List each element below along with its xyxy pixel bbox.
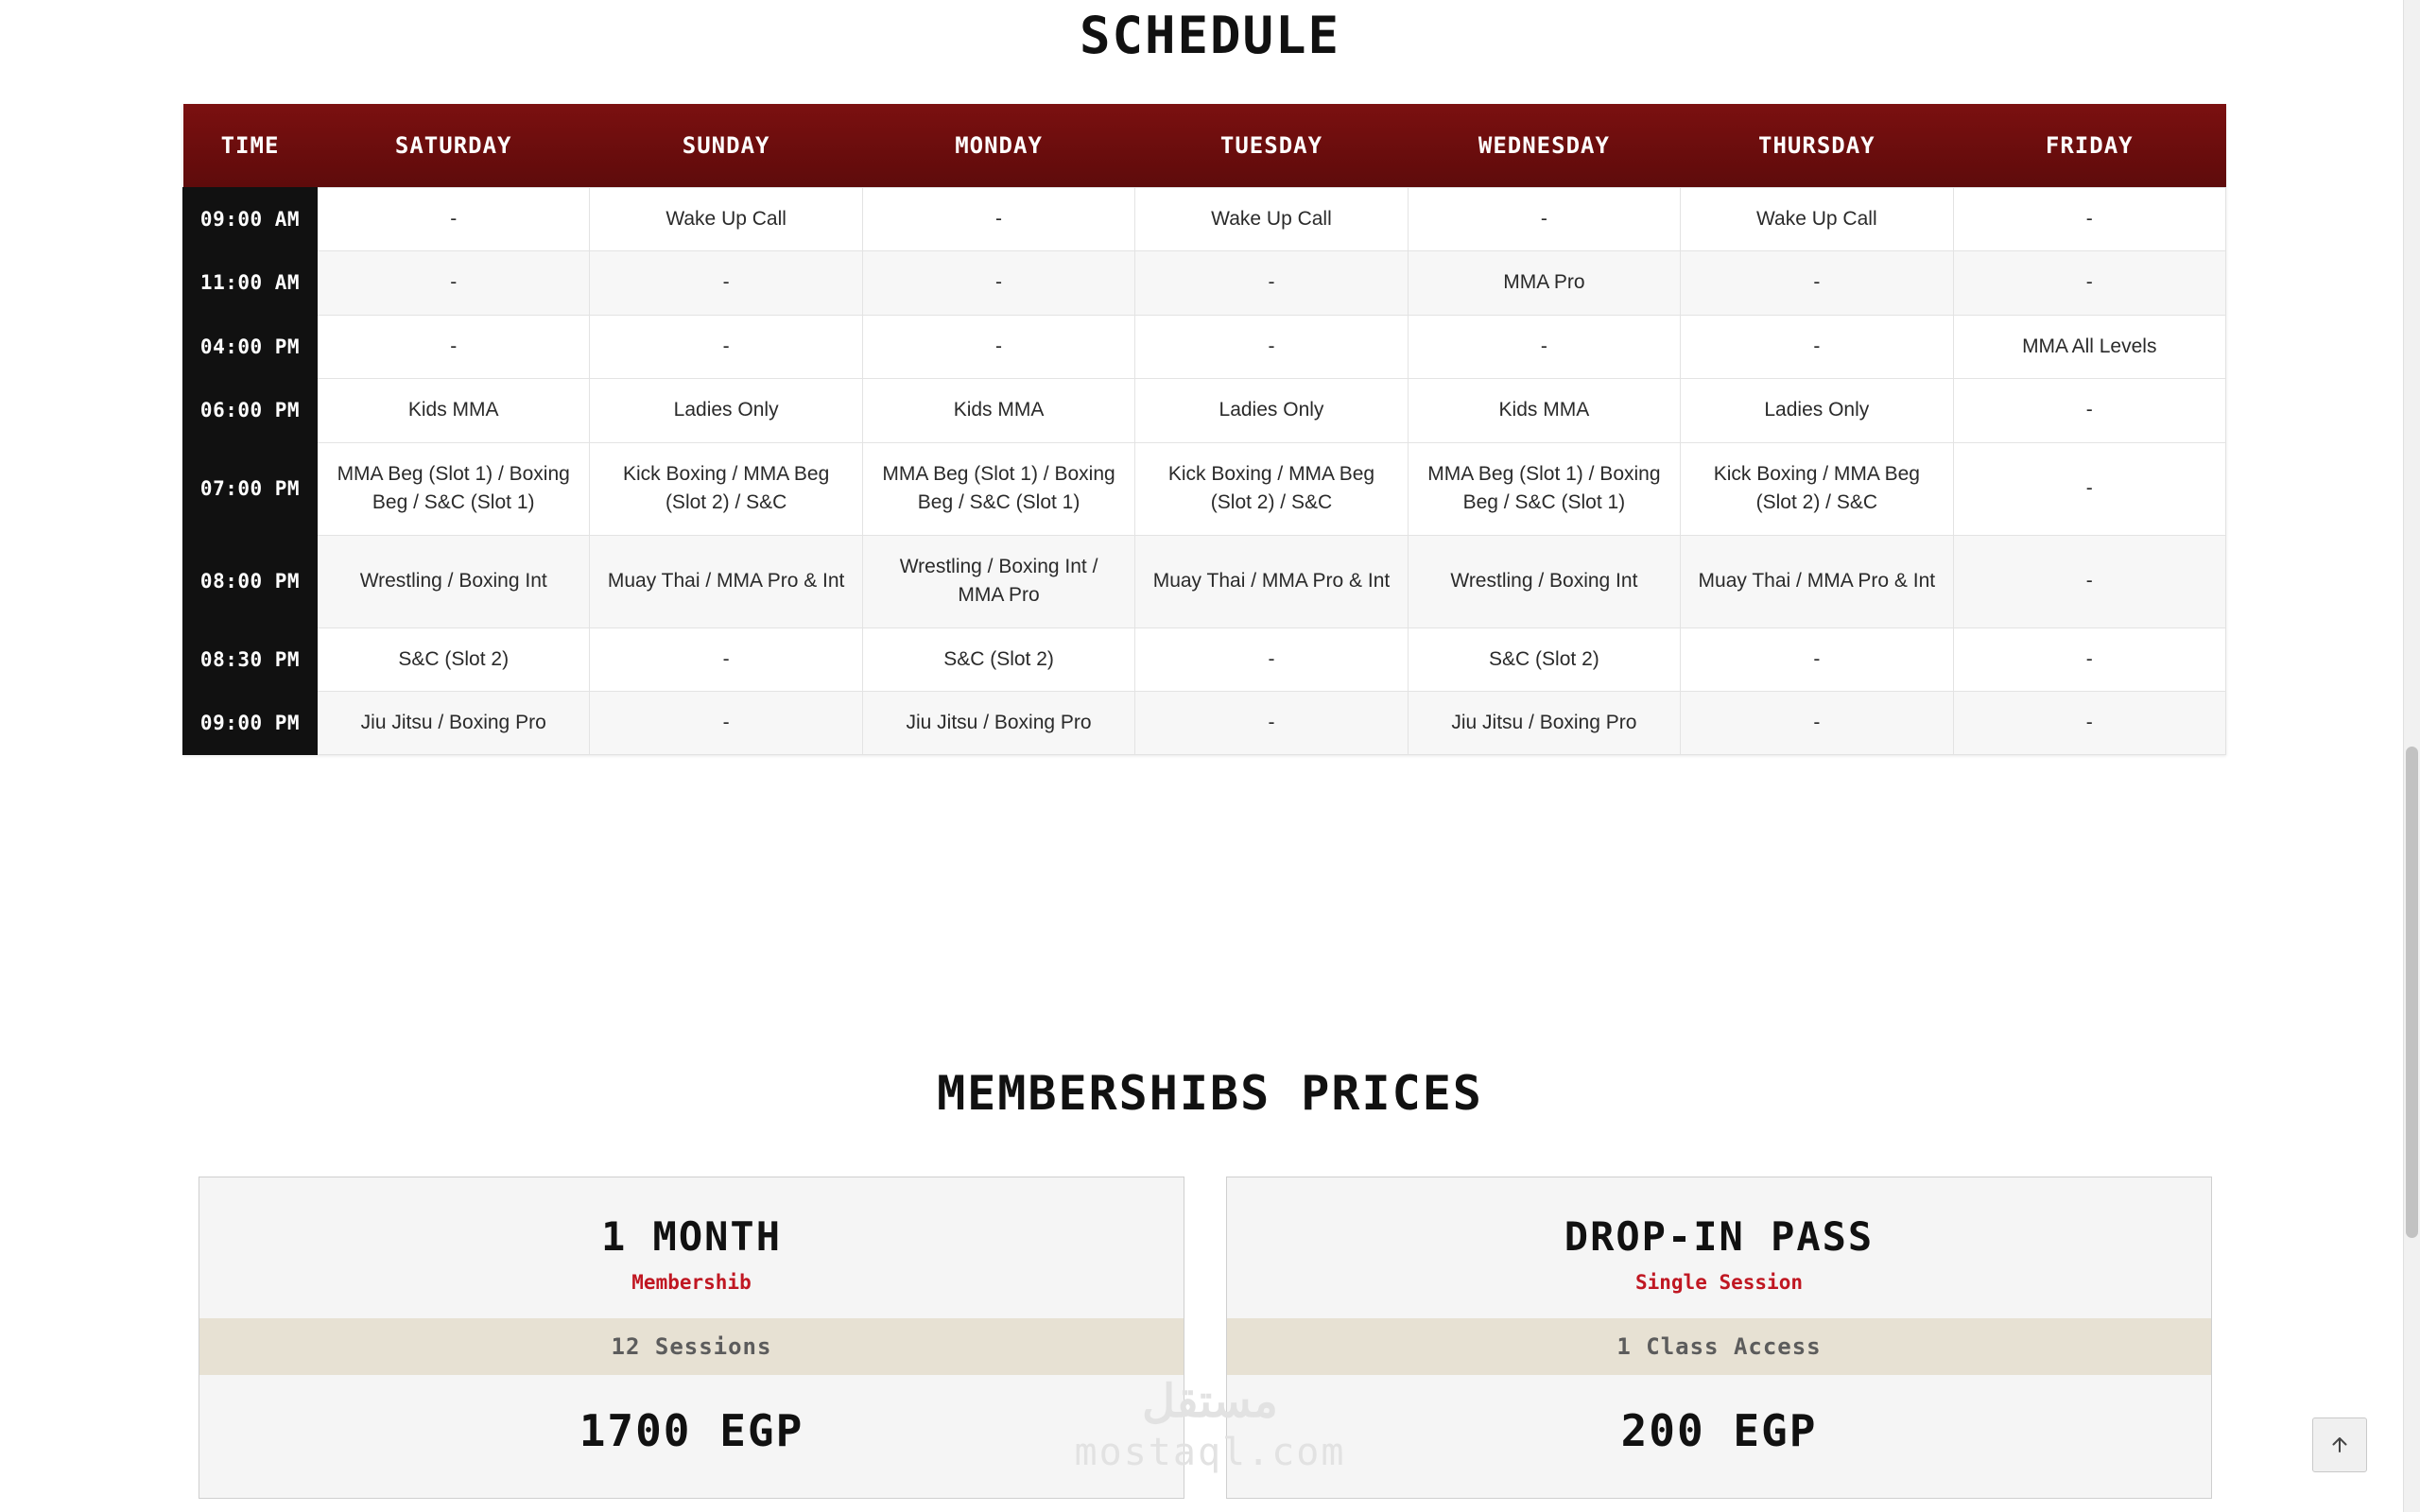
- schedule-cell: S&C (Slot 2): [862, 627, 1134, 691]
- table-row: [183, 379, 2226, 442]
- table-row: [183, 691, 2226, 754]
- row-time-label: 08:00 PM: [183, 535, 318, 627]
- card-price: 200 EGP: [1620, 1405, 1818, 1456]
- schedule-cell: Kick Boxing / MMA Beg (Slot 2) / S&C: [1681, 442, 1953, 535]
- schedule-table-head: [183, 104, 2226, 188]
- schedule-cell: Kids MMA: [862, 379, 1134, 442]
- schedule-cell: Wrestling / Boxing Int: [1408, 535, 1680, 627]
- card-sessions-band: 1 Class Access: [1227, 1318, 2211, 1375]
- schedule-cell: -: [318, 315, 590, 378]
- scrollbar-thumb[interactable]: [2406, 747, 2418, 1238]
- schedule-cell: Kick Boxing / MMA Beg (Slot 2) / S&C: [590, 442, 862, 535]
- column-header-thursday: THURSDAY: [1681, 104, 1953, 188]
- schedule-cell: -: [1408, 315, 1680, 378]
- schedule-cell: Ladies Only: [1681, 379, 1953, 442]
- card-header: [199, 1177, 1184, 1318]
- schedule-header-row: [183, 104, 2226, 188]
- schedule-cell: -: [862, 251, 1134, 315]
- column-header-time: TIME: [183, 104, 318, 188]
- schedule-table: [182, 104, 2226, 755]
- schedule-cell: MMA Beg (Slot 1) / Boxing Beg / S&C (Slot 1): [1408, 442, 1680, 535]
- schedule-cell: -: [862, 315, 1134, 378]
- row-time-label: 04:00 PM: [183, 315, 318, 378]
- membership-card-drop-in-pass[interactable]: [1226, 1177, 2212, 1499]
- watermark-latin-text: mostaql.com: [1074, 1431, 1346, 1474]
- schedule-cell: -: [1681, 315, 1953, 378]
- schedule-cell: Muay Thai / MMA Pro & Int: [1135, 535, 1408, 627]
- schedule-cell: -: [318, 188, 590, 251]
- schedule-cell: Muay Thai / MMA Pro & Int: [590, 535, 862, 627]
- card-title: 1 MONTH: [600, 1213, 782, 1260]
- schedule-cell: -: [1135, 315, 1408, 378]
- schedule-cell: -: [318, 251, 590, 315]
- membership-card-1-month[interactable]: [199, 1177, 1184, 1499]
- column-header-tuesday: TUESDAY: [1135, 104, 1408, 188]
- schedule-cell: MMA All Levels: [1953, 315, 2225, 378]
- row-time-label: 09:00 PM: [183, 691, 318, 754]
- schedule-cell: Jiu Jitsu / Boxing Pro: [1408, 691, 1680, 754]
- arrow-up-icon: [2327, 1433, 2352, 1457]
- table-row: [183, 315, 2226, 378]
- schedule-cell: Wrestling / Boxing Int / MMA Pro: [862, 535, 1134, 627]
- table-row: [183, 442, 2226, 535]
- membership-cards: [199, 1177, 2212, 1499]
- schedule-cell: -: [1135, 627, 1408, 691]
- schedule-cell: Jiu Jitsu / Boxing Pro: [318, 691, 590, 754]
- card-header: [1227, 1177, 2211, 1318]
- schedule-cell: Ladies Only: [590, 379, 862, 442]
- schedule-cell: -: [590, 627, 862, 691]
- memberships-title: MEMBERSHIBS PRICES: [937, 1066, 1483, 1121]
- schedule-cell: MMA Beg (Slot 1) / Boxing Beg / S&C (Slot 1): [318, 442, 590, 535]
- schedule-cell: -: [1953, 251, 2225, 315]
- card-price: 1700 EGP: [579, 1405, 804, 1456]
- row-time-label: 08:30 PM: [183, 627, 318, 691]
- schedule-table-container: [182, 104, 2226, 755]
- row-time-label: 09:00 AM: [183, 188, 318, 251]
- column-header-wednesday: WEDNESDAY: [1408, 104, 1680, 188]
- schedule-cell: -: [1408, 188, 1680, 251]
- schedule-cell: S&C (Slot 2): [1408, 627, 1680, 691]
- schedule-cell: -: [590, 691, 862, 754]
- table-row: [183, 535, 2226, 627]
- schedule-cell: Jiu Jitsu / Boxing Pro: [862, 691, 1134, 754]
- card-subtitle: Membershib: [631, 1271, 752, 1294]
- schedule-cell: -: [862, 188, 1134, 251]
- schedule-cell: -: [1681, 251, 1953, 315]
- table-row: [183, 188, 2226, 251]
- schedule-cell: Wake Up Call: [1135, 188, 1408, 251]
- card-subtitle: Single Session: [1634, 1271, 1803, 1294]
- column-header-monday: MONDAY: [862, 104, 1134, 188]
- card-title: DROP-IN PASS: [1564, 1213, 1875, 1260]
- card-sessions-band: 12 Sessions: [199, 1318, 1184, 1375]
- schedule-cell: S&C (Slot 2): [318, 627, 590, 691]
- vertical-scrollbar[interactable]: [2403, 0, 2420, 1512]
- schedule-cell: Muay Thai / MMA Pro & Int: [1681, 535, 1953, 627]
- schedule-cell: MMA Beg (Slot 1) / Boxing Beg / S&C (Slot 1): [862, 442, 1134, 535]
- row-time-label: 06:00 PM: [183, 379, 318, 442]
- schedule-cell: Kick Boxing / MMA Beg (Slot 2) / S&C: [1135, 442, 1408, 535]
- schedule-cell: -: [1681, 627, 1953, 691]
- row-time-label: 11:00 AM: [183, 251, 318, 315]
- watermark-arabic-text: مستقل: [1142, 1377, 1278, 1427]
- schedule-cell: Ladies Only: [1135, 379, 1408, 442]
- schedule-cell: Wrestling / Boxing Int: [318, 535, 590, 627]
- schedule-cell: -: [1953, 188, 2225, 251]
- page-title: SCHEDULE: [1079, 6, 1341, 65]
- table-row: [183, 251, 2226, 315]
- column-header-friday: FRIDAY: [1953, 104, 2225, 188]
- schedule-cell: Kids MMA: [318, 379, 590, 442]
- column-header-sunday: SUNDAY: [590, 104, 862, 188]
- schedule-cell: -: [1953, 442, 2225, 535]
- schedule-cell: MMA Pro: [1408, 251, 1680, 315]
- schedule-cell: -: [590, 315, 862, 378]
- schedule-cell: -: [1681, 691, 1953, 754]
- schedule-cell: -: [1953, 627, 2225, 691]
- schedule-cell: -: [1953, 379, 2225, 442]
- row-time-label: 07:00 PM: [183, 442, 318, 535]
- schedule-cell: -: [1135, 691, 1408, 754]
- schedule-cell: -: [1135, 251, 1408, 315]
- schedule-cell: Kids MMA: [1408, 379, 1680, 442]
- schedule-cell: Wake Up Call: [590, 188, 862, 251]
- table-row: [183, 627, 2226, 691]
- column-header-saturday: SATURDAY: [318, 104, 590, 188]
- schedule-table-body: [183, 188, 2226, 755]
- schedule-cell: -: [590, 251, 862, 315]
- schedule-cell: -: [1953, 535, 2225, 627]
- back-to-top-button[interactable]: [2312, 1418, 2367, 1472]
- schedule-cell: -: [1953, 691, 2225, 754]
- schedule-cell: Wake Up Call: [1681, 188, 1953, 251]
